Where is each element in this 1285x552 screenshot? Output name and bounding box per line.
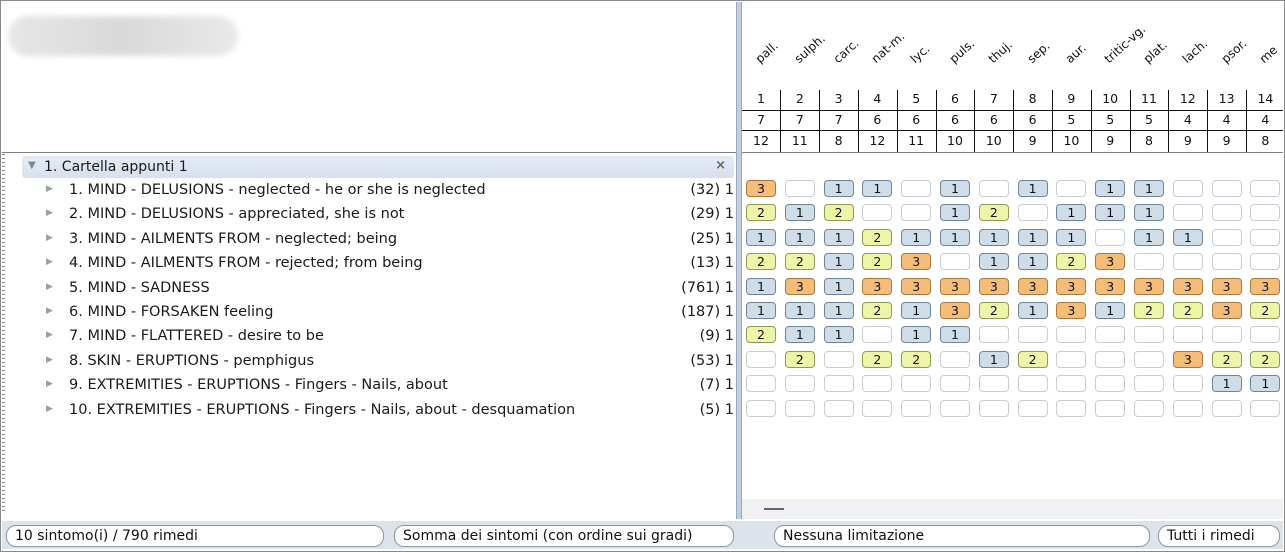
- grade-cell[interactable]: 2: [979, 302, 1009, 319]
- grade-cell[interactable]: [1212, 180, 1242, 197]
- expand-triangle-icon[interactable]: ▶: [46, 330, 53, 341]
- grade-cell[interactable]: 3: [862, 278, 892, 295]
- remedy-degree-sum: 12: [753, 133, 769, 148]
- grade-cell[interactable]: [1134, 400, 1164, 417]
- symptom-row[interactable]: [2, 228, 736, 252]
- header-column-line: [858, 90, 859, 152]
- grade-cell[interactable]: [862, 400, 892, 417]
- grade-cell[interactable]: 1: [901, 326, 931, 343]
- symptom-row[interactable]: [2, 301, 736, 325]
- remedy-symptom-count: 5: [1145, 112, 1153, 127]
- remedy-degree-sum: 12: [869, 133, 886, 148]
- symptom-label: 3. MIND - AILMENTS FROM - neglected; being: [69, 230, 398, 247]
- remedy-symptom-count: 5: [1067, 112, 1076, 127]
- header-column-line: [1168, 90, 1169, 152]
- grade-cell[interactable]: 1: [785, 302, 815, 319]
- grade-cell[interactable]: 1: [940, 229, 970, 246]
- grade-cell[interactable]: 2: [1056, 253, 1086, 270]
- grade-cell[interactable]: 1: [940, 180, 970, 197]
- grade-cell[interactable]: [901, 204, 931, 221]
- remedy-degree-sum: 9: [1183, 133, 1192, 148]
- remedy-symptom-count: 7: [834, 112, 843, 127]
- symptom-row[interactable]: [2, 399, 736, 423]
- grade-cell[interactable]: 3: [901, 278, 931, 295]
- grade-cell[interactable]: [1018, 326, 1048, 343]
- grade-cell[interactable]: [824, 351, 854, 368]
- remedy-degree-sum: 10: [985, 133, 1002, 148]
- blurred-patient-name: [8, 16, 238, 56]
- expand-triangle-icon[interactable]: ▶: [46, 208, 53, 219]
- grade-cell[interactable]: 3: [940, 302, 970, 319]
- remedy-name[interactable]: plat.: [1140, 37, 1170, 66]
- grade-cell[interactable]: [1095, 229, 1125, 246]
- grid-header-divider: [742, 152, 1283, 153]
- grade-cell[interactable]: [1095, 351, 1125, 368]
- symptom-remedy-summary[interactable]: 10 sintomo(i) / 790 rimedi: [6, 525, 384, 547]
- symptom-remedy-count: (25) 1: [690, 230, 734, 247]
- header-column-line: [897, 90, 898, 152]
- remedy-degree-sum: 8: [834, 133, 843, 148]
- grade-cell[interactable]: 3: [979, 278, 1009, 295]
- expand-triangle-icon[interactable]: ▶: [46, 379, 53, 390]
- expand-triangle-icon[interactable]: ▶: [46, 281, 53, 292]
- grade-cell[interactable]: 1: [824, 278, 854, 295]
- remedy-name[interactable]: psor.: [1218, 36, 1250, 66]
- grade-cell[interactable]: 3: [1056, 302, 1086, 319]
- grade-cell[interactable]: 1: [746, 278, 776, 295]
- remedy-name[interactable]: carc.: [830, 36, 862, 66]
- symptom-label: 2. MIND - DELUSIONS - appreciated, she is not: [69, 206, 405, 223]
- header-row-line: [742, 110, 1283, 111]
- remedy-symptom-count: 5: [1106, 112, 1115, 127]
- remedy-rank: 7: [989, 91, 998, 106]
- remedy-name[interactable]: sep.: [1024, 38, 1053, 66]
- remedy-name[interactable]: aur.: [1063, 40, 1090, 66]
- grade-cell[interactable]: [1250, 180, 1280, 197]
- header-column-line: [1246, 90, 1247, 152]
- symptom-row[interactable]: [2, 350, 736, 374]
- remedy-filter-selector[interactable]: Tutti i rimedi: [1158, 525, 1280, 547]
- grade-cell[interactable]: [1095, 400, 1125, 417]
- grade-cell[interactable]: 1: [824, 229, 854, 246]
- grade-cell[interactable]: [1173, 253, 1203, 270]
- remedy-rank: 1: [757, 91, 765, 106]
- grade-cell[interactable]: 1: [979, 351, 1009, 368]
- remedy-symptom-count: 4: [1222, 112, 1231, 127]
- remedy-name[interactable]: thuj.: [985, 37, 1015, 66]
- expand-triangle-icon[interactable]: ▶: [46, 232, 53, 243]
- grade-cell[interactable]: [1250, 326, 1280, 343]
- grade-cell[interactable]: [1056, 375, 1086, 392]
- remedy-name[interactable]: nat-m.: [869, 29, 908, 66]
- grade-cell[interactable]: 1: [1173, 229, 1203, 246]
- grade-cell[interactable]: [1250, 204, 1280, 221]
- grade-cell[interactable]: 2: [785, 351, 815, 368]
- grade-cell[interactable]: 1: [824, 302, 854, 319]
- grade-cell[interactable]: 1: [1095, 204, 1125, 221]
- grade-cell[interactable]: 3: [1095, 278, 1125, 295]
- grade-cell[interactable]: [1173, 400, 1203, 417]
- symptom-remedy-count: (29) 1: [690, 206, 734, 223]
- header-column-line: [974, 90, 975, 152]
- grade-cell[interactable]: [746, 400, 776, 417]
- collapse-triangle-icon[interactable]: ▼: [28, 160, 36, 171]
- grade-cell[interactable]: [1212, 229, 1242, 246]
- grade-cell[interactable]: 2: [901, 351, 931, 368]
- grade-cell[interactable]: 3: [1095, 253, 1125, 270]
- symptom-row[interactable]: [2, 252, 736, 276]
- grade-cell[interactable]: 3: [1250, 278, 1280, 295]
- header-column-line: [1052, 90, 1053, 152]
- grade-cell[interactable]: 2: [1212, 351, 1242, 368]
- grade-cell[interactable]: 3: [1212, 278, 1242, 295]
- analysis-method-selector[interactable]: Somma dei sintomi (con ordine sui gradi): [394, 525, 734, 547]
- clipboard-group-row[interactable]: [22, 156, 734, 178]
- expand-triangle-icon[interactable]: ▶: [46, 184, 53, 194]
- symptom-list-pane: [2, 2, 736, 519]
- grade-cell[interactable]: 2: [746, 253, 776, 270]
- symptom-remedy-count: (53) 1: [690, 352, 734, 369]
- grade-cell[interactable]: [940, 400, 970, 417]
- grade-cell[interactable]: 2: [1250, 351, 1280, 368]
- grade-cell[interactable]: 3: [940, 278, 970, 295]
- symptom-remedy-count: (7) 1: [699, 377, 734, 394]
- remedy-symptom-count: 7: [757, 112, 765, 127]
- grade-cell[interactable]: [1173, 326, 1203, 343]
- grade-cell[interactable]: 3: [1056, 278, 1086, 295]
- grade-cell[interactable]: [785, 375, 815, 392]
- grade-cell[interactable]: [901, 400, 931, 417]
- close-icon[interactable]: ×: [715, 158, 726, 173]
- grade-cell[interactable]: [1056, 351, 1086, 368]
- grade-cell[interactable]: [1018, 204, 1048, 221]
- limitation-selector[interactable]: Nessuna limitazione: [774, 525, 1150, 547]
- remedy-degree-sum: 10: [947, 133, 963, 148]
- grade-cell[interactable]: [1250, 229, 1280, 246]
- grade-cell[interactable]: [1250, 253, 1280, 270]
- symptom-label: 6. MIND - FORSAKEN feeling: [69, 304, 274, 320]
- grade-cell[interactable]: 1: [785, 229, 815, 246]
- grade-cell[interactable]: 1: [824, 253, 854, 270]
- header-column-line: [1207, 90, 1208, 152]
- grade-cell[interactable]: 2: [1173, 302, 1203, 319]
- header-divider: [2, 152, 736, 153]
- expand-triangle-icon[interactable]: ▶: [46, 403, 53, 414]
- remedy-symptom-count: 4: [1183, 112, 1192, 127]
- grade-cell[interactable]: 1: [746, 302, 776, 319]
- grade-cell[interactable]: [746, 351, 776, 368]
- remedy-degree-sum: 11: [791, 133, 808, 148]
- symptom-label: 1. MIND - DELUSIONS - neglected - he or she is neglected: [69, 182, 486, 198]
- header-column-line: [1013, 90, 1014, 152]
- grade-cell[interactable]: 1: [785, 204, 815, 221]
- grade-cell[interactable]: [1095, 326, 1125, 343]
- grade-cell[interactable]: [940, 375, 970, 392]
- grade-cell[interactable]: 2: [862, 229, 892, 246]
- remedy-degree-sum: 9: [1028, 133, 1037, 148]
- grade-cell[interactable]: 1: [1134, 204, 1164, 221]
- symptom-row[interactable]: [2, 277, 736, 301]
- grade-cell[interactable]: [1212, 400, 1242, 417]
- grade-cell[interactable]: [785, 180, 815, 197]
- symptom-label: 5. MIND - SADNESS: [69, 279, 210, 296]
- grade-cell[interactable]: 2: [862, 351, 892, 368]
- grade-cell[interactable]: [1212, 326, 1242, 343]
- remedy-rank: 12: [1179, 91, 1196, 106]
- grade-cell[interactable]: [746, 375, 776, 392]
- remedy-name[interactable]: tritic-vg.: [1101, 22, 1149, 67]
- header-column-line: [1091, 90, 1092, 152]
- header-column-line: [780, 90, 781, 152]
- remedy-name[interactable]: lach.: [1179, 36, 1211, 66]
- grade-cell[interactable]: 3: [901, 253, 931, 270]
- grade-cell[interactable]: 1: [1134, 229, 1164, 246]
- symptom-label: 8. SKIN - ERUPTIONS - pemphigus: [69, 352, 314, 369]
- remedy-symptom-count: 7: [795, 112, 804, 127]
- grade-cell[interactable]: [1134, 326, 1164, 343]
- grade-cell[interactable]: [1173, 180, 1203, 197]
- remedy-degree-sum: 11: [908, 133, 925, 148]
- header-column-line: [819, 90, 820, 152]
- remedy-name[interactable]: puls.: [946, 36, 978, 66]
- grade-cell[interactable]: 2: [746, 204, 776, 221]
- grade-cell[interactable]: [901, 180, 931, 197]
- symptom-row[interactable]: [2, 203, 736, 227]
- grade-cell[interactable]: 1: [785, 326, 815, 343]
- grade-cell[interactable]: 1: [1056, 204, 1086, 221]
- remedy-symptom-count: 6: [951, 112, 959, 127]
- remedy-rank: 6: [951, 91, 959, 106]
- grade-cell[interactable]: 2: [824, 204, 854, 221]
- grade-cell[interactable]: [862, 375, 892, 392]
- grade-cell[interactable]: [940, 351, 970, 368]
- remedy-rank: 10: [1102, 91, 1119, 106]
- remedy-rank: 2: [795, 91, 804, 106]
- header-row-line: [742, 130, 1283, 131]
- grade-cell[interactable]: [1173, 375, 1203, 392]
- grade-cell[interactable]: [862, 204, 892, 221]
- grade-cell[interactable]: [1095, 375, 1125, 392]
- grade-cell[interactable]: [824, 400, 854, 417]
- grade-cell[interactable]: 3: [1212, 302, 1242, 319]
- grade-cell[interactable]: 1: [1018, 229, 1048, 246]
- grade-cell[interactable]: [1212, 204, 1242, 221]
- grade-cell[interactable]: 1: [901, 229, 931, 246]
- grade-cell[interactable]: 1: [1134, 180, 1164, 197]
- grade-cell[interactable]: [940, 253, 970, 270]
- grade-cell[interactable]: [979, 400, 1009, 417]
- grade-cell[interactable]: [1018, 400, 1048, 417]
- grade-cell[interactable]: 1: [1095, 180, 1125, 197]
- grade-cell[interactable]: [1056, 180, 1086, 197]
- remedy-rank: 3: [834, 91, 843, 106]
- symptom-remedy-count: (5) 1: [699, 401, 734, 418]
- remedy-symptom-count: 6: [912, 112, 921, 127]
- grade-cell[interactable]: [979, 326, 1009, 343]
- grade-cell[interactable]: 3: [785, 278, 815, 295]
- symptom-remedy-count: (761) 1: [681, 279, 734, 296]
- grade-cell[interactable]: [979, 180, 1009, 197]
- grade-cell[interactable]: 3: [1134, 278, 1164, 295]
- remedy-name[interactable]: pall.: [752, 38, 781, 66]
- remedy-name[interactable]: lyc.: [907, 41, 933, 66]
- grade-cell[interactable]: 1: [979, 253, 1009, 270]
- grade-cell[interactable]: [1018, 375, 1048, 392]
- remedy-symptom-count: 4: [1261, 112, 1270, 127]
- grade-cell[interactable]: 2: [862, 253, 892, 270]
- horizontal-scroll-area[interactable]: [742, 499, 1283, 519]
- remedy-rank: 8: [1028, 91, 1037, 106]
- grade-cell[interactable]: [824, 375, 854, 392]
- symptom-label: 4. MIND - AILMENTS FROM - rejected; from being: [69, 255, 423, 272]
- grade-cell[interactable]: [1134, 351, 1164, 368]
- status-bar: [2, 521, 1283, 549]
- expand-triangle-icon[interactable]: ▶: [46, 354, 53, 365]
- remedy-rank: 14: [1257, 91, 1274, 106]
- grade-cell[interactable]: 3: [1018, 278, 1048, 295]
- symptom-remedy-count: (9) 1: [699, 328, 734, 345]
- expand-triangle-icon[interactable]: ▶: [46, 257, 53, 268]
- remedy-degree-sum: 9: [1222, 133, 1231, 148]
- remedy-degree-sum: 10: [1063, 133, 1080, 148]
- remedy-symptom-count: 6: [873, 112, 882, 127]
- grade-cell[interactable]: 1: [746, 229, 776, 246]
- symptom-row[interactable]: [2, 374, 736, 398]
- remedy-degree-sum: 8: [1145, 133, 1153, 148]
- remedy-degree-sum: 8: [1261, 133, 1270, 148]
- grade-cell[interactable]: 3: [746, 180, 776, 197]
- remedy-rank: 13: [1218, 91, 1235, 106]
- grade-cell[interactable]: [1250, 400, 1280, 417]
- symptom-remedy-count: (187) 1: [681, 304, 734, 320]
- remedy-degree-sum: 9: [1106, 133, 1115, 148]
- grade-cell[interactable]: 1: [1018, 302, 1048, 319]
- grade-cell[interactable]: 1: [824, 180, 854, 197]
- scroll-handle[interactable]: [764, 508, 784, 510]
- grade-cell[interactable]: 2: [785, 253, 815, 270]
- grade-cell[interactable]: [1173, 204, 1203, 221]
- grade-cell[interactable]: [1134, 253, 1164, 270]
- grade-cell[interactable]: 1: [862, 180, 892, 197]
- remedy-rank: 5: [912, 91, 921, 106]
- grade-cell[interactable]: 3: [1173, 351, 1203, 368]
- grade-cell[interactable]: 2: [1250, 302, 1280, 319]
- grade-cell[interactable]: 1: [824, 326, 854, 343]
- remedy-rank: 11: [1141, 91, 1157, 106]
- symptom-row[interactable]: [2, 179, 736, 203]
- symptom-label: 9. EXTREMITIES - ERUPTIONS - Fingers - Nails, about: [69, 377, 448, 394]
- remedy-symptom-count: 6: [989, 112, 998, 127]
- repertorization-grid-pane: [742, 2, 1283, 519]
- remedy-name[interactable]: sulph.: [791, 31, 828, 67]
- header-column-line: [936, 90, 937, 152]
- remedy-symptom-count: 6: [1028, 112, 1037, 127]
- symptom-row[interactable]: [2, 325, 736, 349]
- grade-cell[interactable]: 2: [1018, 351, 1048, 368]
- remedy-rank: 9: [1067, 91, 1076, 106]
- grade-cell[interactable]: 1: [940, 204, 970, 221]
- grade-cell[interactable]: 3: [1173, 278, 1203, 295]
- symptom-label: 10. EXTREMITIES - ERUPTIONS - Fingers - Nails, about - desquamation: [69, 401, 576, 418]
- grade-cell[interactable]: 1: [901, 302, 931, 319]
- grade-cell[interactable]: 1: [1056, 229, 1086, 246]
- remedy-name[interactable]: me: [1257, 42, 1281, 66]
- grade-cell[interactable]: 1: [1095, 302, 1125, 319]
- grade-cell[interactable]: 2: [862, 302, 892, 319]
- grade-cell[interactable]: 1: [940, 326, 970, 343]
- symptom-remedy-count: (13) 1: [690, 255, 734, 272]
- grade-cell[interactable]: [1056, 400, 1086, 417]
- grade-cell[interactable]: [862, 326, 892, 343]
- grade-cell[interactable]: 2: [979, 204, 1009, 221]
- grade-cell[interactable]: [1134, 375, 1164, 392]
- grade-cell[interactable]: 2: [746, 326, 776, 343]
- grade-cell[interactable]: [979, 375, 1009, 392]
- symptom-label: 7. MIND - FLATTERED - desire to be: [69, 328, 324, 345]
- symptom-remedy-count: (32) 1: [690, 182, 734, 198]
- grade-cell[interactable]: [901, 375, 931, 392]
- grade-cell[interactable]: 1: [1212, 375, 1242, 392]
- grade-cell[interactable]: 1: [979, 229, 1009, 246]
- grade-cell[interactable]: [1212, 253, 1242, 270]
- grade-cell[interactable]: 1: [1018, 253, 1048, 270]
- header-column-line: [1130, 90, 1131, 152]
- remedy-rank: 4: [873, 91, 882, 106]
- grade-cell[interactable]: [1056, 326, 1086, 343]
- grade-cell[interactable]: 2: [1134, 302, 1164, 319]
- grade-cell[interactable]: 1: [1250, 375, 1280, 392]
- clipboard-group-label: 1. Cartella appunti 1: [44, 159, 188, 175]
- grade-cell[interactable]: [785, 400, 815, 417]
- grade-cell[interactable]: 1: [1018, 180, 1048, 197]
- expand-triangle-icon[interactable]: ▶: [46, 306, 53, 316]
